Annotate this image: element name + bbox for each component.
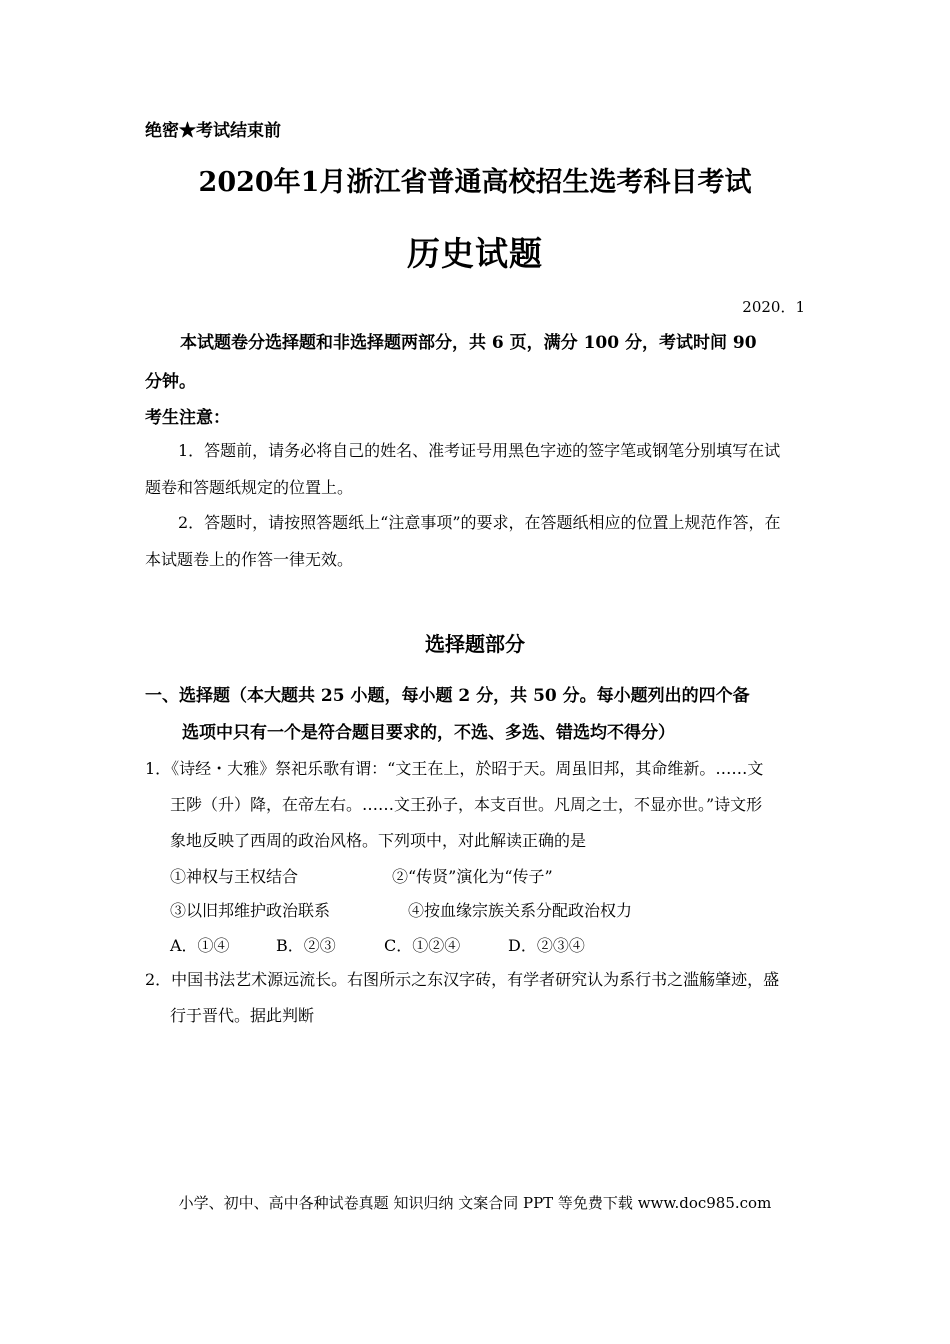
question-1-statement-2: ②“传贤”演化为“传子”: [392, 867, 553, 886]
intro-line-2: 分钟。: [145, 372, 196, 392]
page-footer: 小学、初中、高中各种试卷真题 知识归纳 文案合同 PPT 等免费下载 www.doc985.com: [178, 1194, 772, 1212]
subject-title: 历史试题: [407, 234, 543, 273]
secret-mark: 绝密★考试结束前: [145, 121, 281, 141]
question-1-line-1: 1．《诗经・大雅》祭祀乐歌有谓：“文王在上，於昭于天。周虽旧邦，其命维新。……文: [145, 759, 764, 778]
question-1-line-2: 王陟（升）降，在帝左右。……文王孙子，本支百世。凡周之士，不显亦世。”诗文形: [170, 795, 763, 814]
intro-line-1: 本试题卷分选择题和非选择题两部分，共 6 页，满分 100 分，考试时间 90: [180, 333, 757, 353]
question-1-choice-c: C．①②④: [384, 936, 461, 955]
notice-heading: 考生注意：: [145, 408, 230, 428]
section-title: 选择题部分: [425, 632, 525, 656]
question-1-choice-a: A．①④: [170, 936, 230, 955]
question-1-statement-4: ④按血缘宗族关系分配政治权力: [408, 901, 633, 920]
question-2-line-1: 2．中国书法艺术源远流长。右图所示之东汉字砖，有学者研究认为系行书之滥觞肇迹，盛: [145, 970, 780, 989]
notice-item-2-line-2: 本试题卷上的作答一律无效。: [145, 550, 354, 569]
question-2-line-2: 行于晋代。据此判断: [170, 1006, 315, 1025]
question-1-statement-3: ③以旧邦维护政治联系: [170, 901, 331, 920]
question-1-statement-1: ①神权与王权结合: [170, 867, 299, 886]
question-1-line-3: 象地反映了西周的政治风格。下列项中，对此解读正确的是: [170, 831, 587, 850]
question-1-choice-d: D．②③④: [508, 936, 585, 955]
notice-item-1-line-1: 1．答题前，请务必将自己的姓名、准考证号用黑色字迹的签字笔或钢笔分别填写在试: [178, 441, 781, 460]
exam-date: 2020．1: [742, 298, 805, 316]
part-heading-line-2: 选项中只有一个是符合题目要求的，不选、多选、错选均不得分）: [182, 723, 675, 743]
question-1-choice-b: B．②③: [276, 936, 336, 955]
notice-item-2-line-1: 2．答题时，请按照答题纸上“注意事项”的要求，在答题纸相应的位置上规范作答，在: [178, 513, 781, 532]
part-heading-line-1: 一、选择题（本大题共 25 小题，每小题 2 分，共 50 分。每小题列出的四个备: [145, 686, 750, 706]
exam-title: 2020年1月浙江省普通高校招生选考科目考试: [198, 167, 752, 198]
notice-item-1-line-2: 题卷和答题纸规定的位置上。: [145, 478, 354, 497]
